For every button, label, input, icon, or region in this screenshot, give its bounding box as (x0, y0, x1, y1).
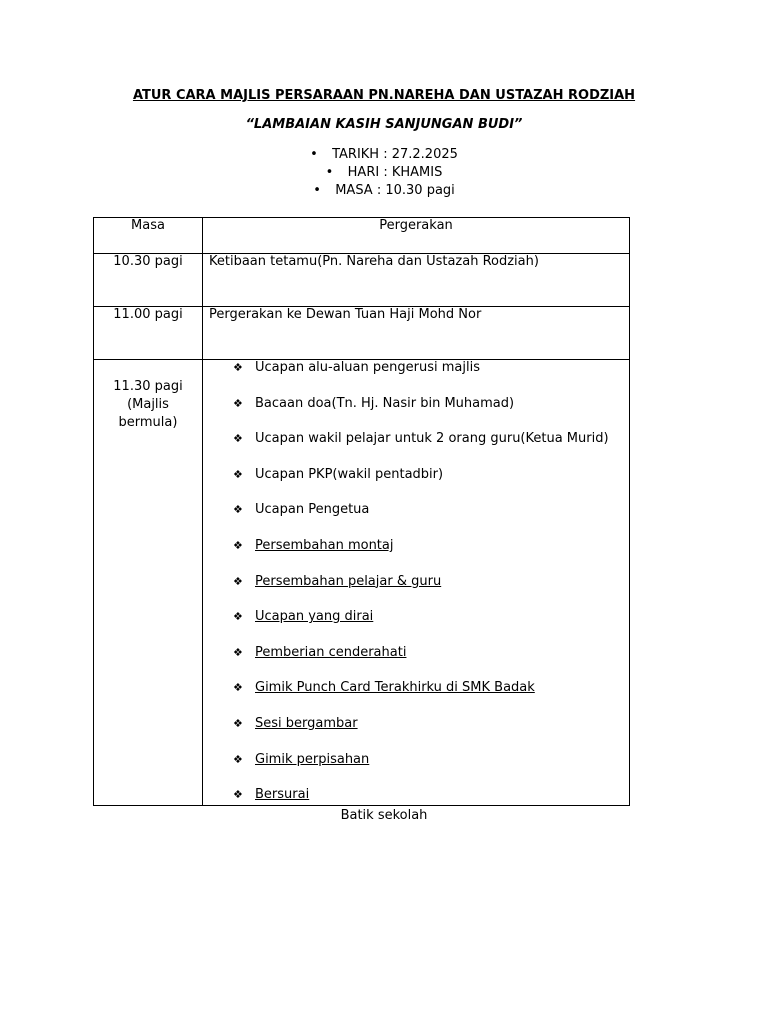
list-item (233, 751, 609, 787)
list-item-text: Bacaan doa(Tn. Hj. Nasir bin Muhamad) (255, 395, 515, 411)
list-item-text: Bersurai (255, 787, 310, 803)
list-item (233, 537, 609, 573)
diamond-bullet-icon: ❖ (233, 574, 243, 588)
list-item-text: Ucapan PKP(wakil pentadbir) (255, 466, 444, 482)
bullet-icon: • (313, 183, 321, 198)
list-item-text: Ucapan Pengetua (255, 502, 370, 518)
row-activity: Pergerakan ke Dewan Tuan Haji Mohd Nor (203, 307, 630, 360)
diamond-bullet-icon: ❖ (233, 503, 243, 517)
event-info-list (0, 146, 768, 200)
list-item (233, 679, 609, 715)
list-item (233, 466, 609, 502)
list-item-text: Pemberian cenderahati (255, 644, 407, 660)
diamond-bullet-icon: ❖ (233, 752, 243, 766)
time-note-line: (Majlis (127, 397, 169, 412)
list-item (233, 359, 609, 395)
page-title: ATUR CARA MAJLIS PERSARAAN PN.NAREHA DAN USTAZAH RODZIAH (132, 88, 636, 103)
info-time-text: MASA : 10.30 pagi (335, 183, 455, 198)
bullet-icon: • (325, 165, 334, 180)
list-item (233, 501, 609, 537)
bullet-icon: • (310, 147, 318, 162)
program-list (233, 359, 609, 822)
diamond-bullet-icon: ❖ (233, 467, 243, 481)
time-note-line: bermula) (118, 415, 178, 430)
row-time: 11.00 pagi (94, 307, 203, 360)
row-time: 10.30 pagi (94, 254, 203, 307)
list-item (233, 430, 609, 466)
list-item (233, 715, 609, 751)
list-item-text: Sesi bergambar (255, 715, 358, 731)
diamond-bullet-icon: ❖ (233, 361, 243, 374)
info-date-text: TARIKH : 27.2.2025 (332, 147, 458, 162)
schedule-table (93, 217, 630, 806)
table-row (94, 254, 630, 307)
table-row (94, 307, 630, 360)
info-item-date (0, 146, 768, 164)
info-item-day (0, 164, 768, 182)
row-activity: Ketibaan tetamu(Pn. Nareha dan Ustazah Rodziah) (203, 254, 630, 307)
list-item (233, 395, 609, 431)
list-item-text: Persembahan pelajar & guru (255, 573, 442, 589)
info-day-text: HARI : KHAMIS (347, 165, 443, 180)
footer-note: Batik sekolah (340, 808, 428, 823)
list-item-text: Gimik perpisahan (255, 751, 370, 767)
diamond-bullet-icon: ❖ (233, 610, 243, 624)
list-item-text: Ucapan yang dirai (255, 609, 374, 625)
diamond-bullet-icon: ❖ (233, 432, 243, 446)
header-masa: Masa (94, 218, 203, 254)
row-time (94, 360, 203, 806)
diamond-bullet-icon: ❖ (233, 681, 243, 695)
table-header-row (94, 218, 630, 254)
diamond-bullet-icon: ❖ (233, 396, 243, 410)
list-item-text: Ucapan wakil pelajar untuk 2 orang guru(Ketua Murid) (255, 431, 609, 447)
diamond-bullet-icon: ❖ (233, 716, 243, 730)
program-activities (203, 360, 630, 806)
list-item (233, 608, 609, 644)
list-item-text: Gimik Punch Card Terakhirku di SMK Badak (255, 680, 535, 696)
list-item-text: Persembahan montaj (255, 537, 394, 553)
list-item-text: Ucapan alu-aluan pengerusi majlis (255, 360, 480, 375)
page-subtitle: “LAMBAIAN KASIH SANJUNGAN BUDI” (245, 117, 523, 132)
list-item (233, 573, 609, 609)
diamond-bullet-icon: ❖ (233, 645, 243, 659)
time-line: 11.30 pagi (113, 379, 183, 394)
diamond-bullet-icon: ❖ (233, 538, 243, 552)
info-item-time (0, 182, 768, 200)
table-row-main-program (94, 360, 630, 806)
header-pergerakan: Pergerakan (203, 218, 630, 254)
diamond-bullet-icon: ❖ (233, 788, 243, 802)
list-item (233, 644, 609, 680)
